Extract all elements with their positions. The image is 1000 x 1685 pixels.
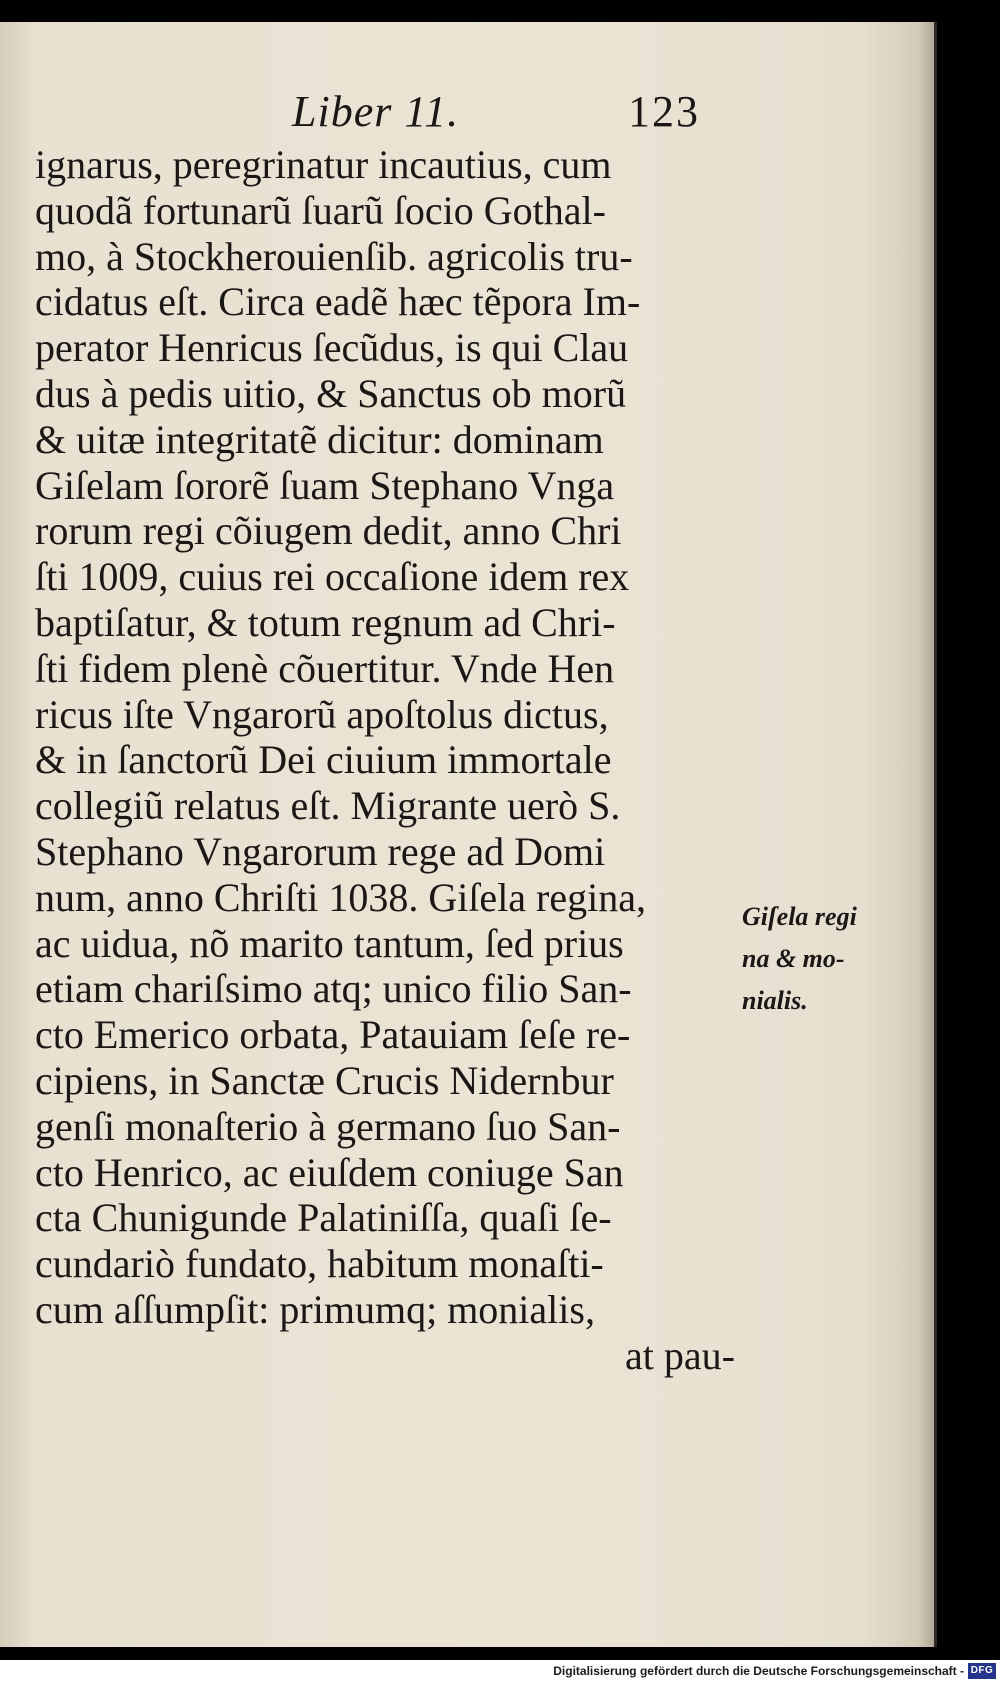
text-line: ignarus, peregrinatur incautius, cum [35,142,612,187]
text-line: ſti fidem plenè cõuertitur. Vnde Hen [35,645,615,691]
text-line: cundariò fundato, habitum monaſti- [35,1241,604,1287]
text-line: rorum regi cõiugem dedit, anno Chri [35,508,622,554]
text-line: mo, à Stockherouienſib. agricolis tru- [35,233,633,279]
text-line: Stephano Vngarorum rege ad Domi [35,828,606,874]
text-line: & in ſanctorũ Dei ciuium immortale [35,737,612,783]
footer-bar [0,1660,1000,1685]
marginal-note-line: nialis. [742,986,808,1015]
page-edge-shadow [918,22,937,1647]
footer-credit: Digitalisierung gefördert durch die Deutsche Forschungsgemeinschaft - [553,1664,964,1678]
text-line: cum aſſumpſit: primumq; monialis, [35,1286,595,1332]
text-line: genſi monaſterio à germano ſuo San- [35,1103,621,1149]
text-line: ac uidua, nõ marito tantum, ſed prius [35,920,624,966]
catchword: at pau- [625,1332,735,1378]
text-line: num, anno Chriſti 1038. Giſela regina, [35,874,646,920]
text-line: baptiſatur, & totum regnum ad Chri- [35,599,616,645]
text-line: dus à pedis uitio, & Sanctus ob morũ [35,370,627,416]
text-line: cto Emerico orbata, Patauiam ſeſe re- [35,1012,631,1058]
text-line: ſti 1009, cuius rei occaſione idem rex [35,554,630,600]
body-text [35,142,735,1379]
running-head-title: Liber 11. [292,87,460,136]
text-line: etiam chariſsimo atq; unico filio San- [35,966,632,1012]
text-line: perator Henricus ſecũdus, is qui Clau [35,325,629,371]
text-line: Giſelam ſororẽ ſuam Stephano Vnga [35,462,615,508]
running-head [0,86,937,146]
text-line: cto Henrico, ac eiuſdem coniuge San [35,1149,624,1195]
text-line: collegiũ relatus eſt. Migrante uerò S. [35,783,621,829]
marginal-note-line: na & mo- [742,944,845,973]
page-number: 123 [628,87,700,136]
marginal-note-line: Giſela regi [742,902,857,931]
text-line: ricus iſte Vngarorũ apoſtolus dictus, [35,691,609,737]
text-line: cta Chunigunde Palatiniſſa, quaſi ſe- [35,1195,612,1241]
dfg-logo-icon: DFG [968,1663,996,1679]
text-line: & uitæ integritatẽ dicitur: dominam [35,416,604,462]
text-line: quodã fortunarũ ſuarũ ſocio Gothal- [35,187,606,233]
marginal-note [742,896,902,1022]
text-line: cipiens, in Sanctæ Crucis Nidernbur [35,1057,614,1103]
text-line: cidatus eſt. Circa eadẽ hæc tẽpora Im- [35,279,641,325]
